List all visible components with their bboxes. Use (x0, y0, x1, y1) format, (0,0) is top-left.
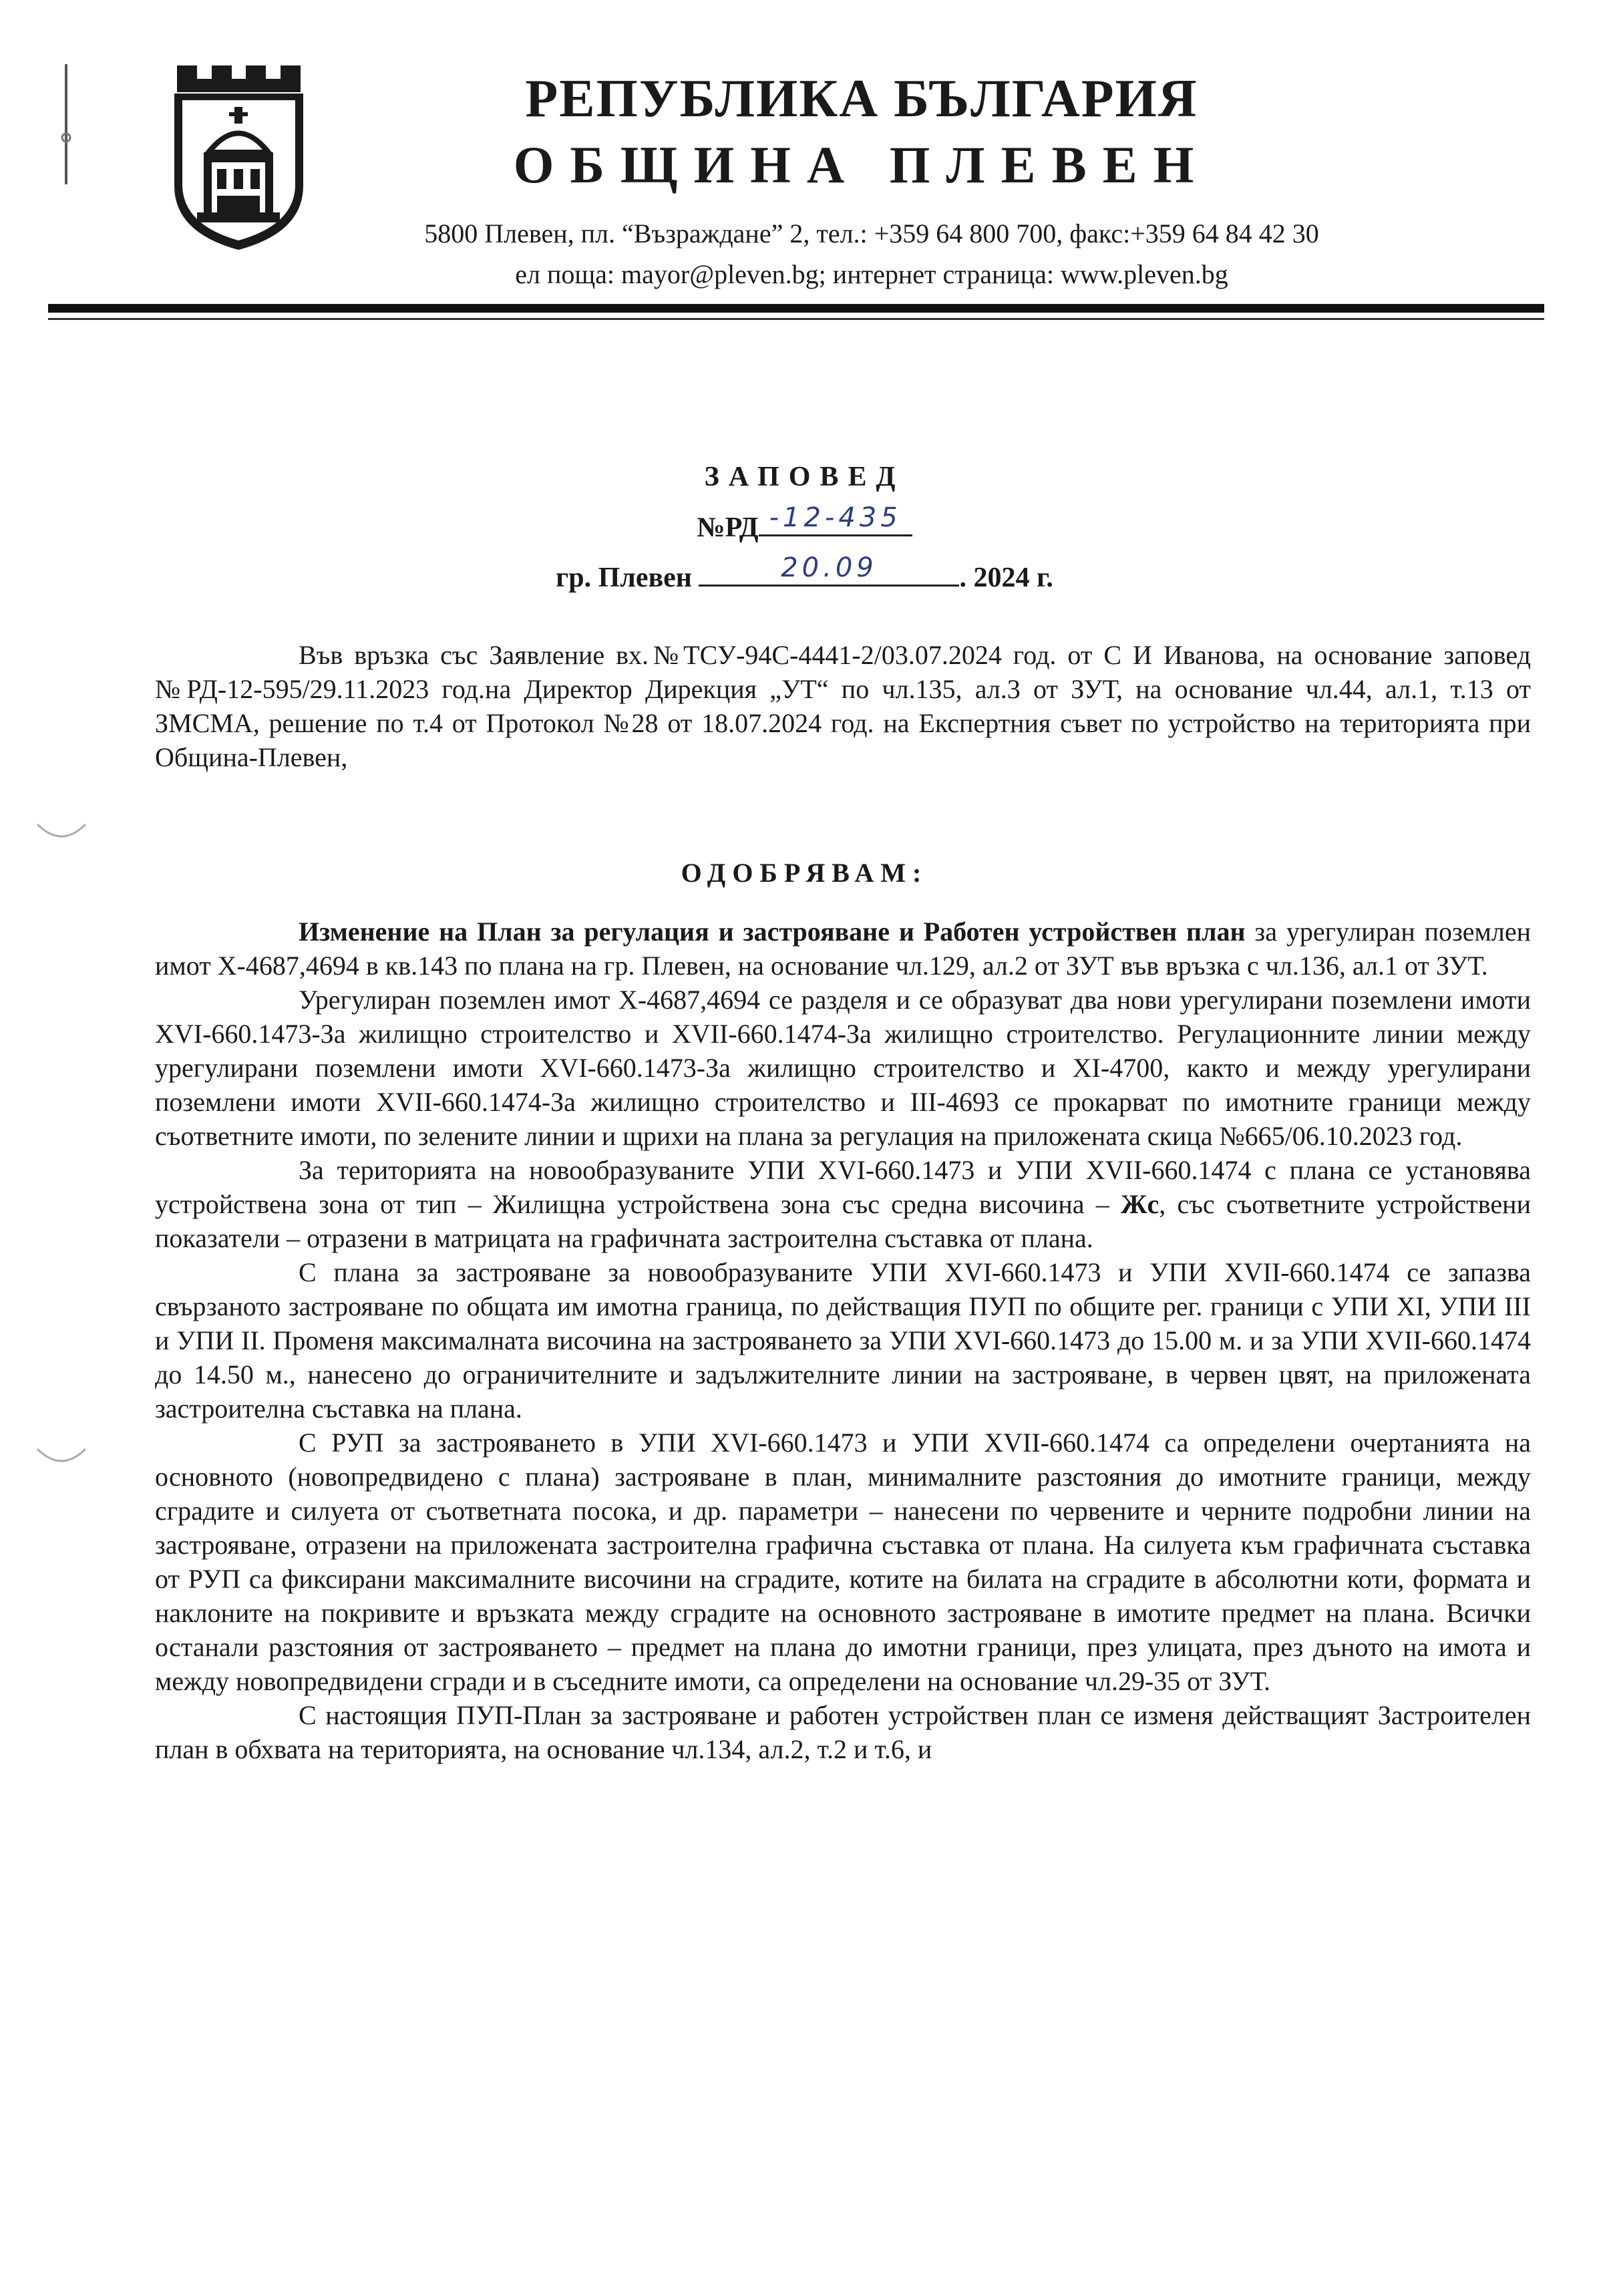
date-blank (699, 552, 959, 587)
paragraph-2: Урегулиран поземлен имот Х-4687,4694 се разделя и се образуват два нови урегулирани поземлени имоти XVI-660.1473-За жилищно строителство и XVII-660.1474-За жилищно строителство. Регулационните линии между урегулирани поземлени имоти XVI-660.1473-За жилищно строителство и XI-4700, както и между урегулирани поземлени имоти XVII-660.1474-За жилищно строителство и III-4693 се прокарват по имотните граници между съответните имоти, по зелените линии и щрихи на плана за регулация на приложената скица №665/06.10.2023 год. (155, 985, 1531, 1151)
order-title: ЗАПОВЕД (704, 462, 905, 492)
staple-mark (60, 64, 72, 184)
paragraph-1-text: за урегулиран поземлен имот Х-4687,4694 в кв.143 по плана на гр. Плевен, на основание чл.129, ал.2 от ЗУТ във връзка с чл.136, ал.1 от ЗУТ. (155, 917, 1531, 981)
paragraph-3 (155, 1153, 1531, 1255)
intro-text: Във връзка със Заявление вх.№ТСУ-94С-4441-2/03.07.2024 год. от С И Иванова, на основание заповед №РД-12-595/29.11.2023 год.на Директор Дирекция „УТ“ по чл.135, ал.3 от ЗУТ, на основание чл.44, ал.1, т.13 от ЗМСМА, решение по т.4 от Протокол №28 от 18.07.2024 год. на Експертния съвет по устройство на територията при Община-Плевен, (155, 640, 1531, 772)
header-divider (48, 304, 1544, 313)
paragraph-3-zone-code: Жс (1120, 1189, 1159, 1219)
year-label: . 2024 г. (959, 562, 1053, 593)
paragraph-6: С настоящия ПУП-План за застрояване и работен устройствен план се изменя действащият Застроителен план в обхвата на територията, на основание чл.134, ал.2, т.2 и т.6, и (155, 1700, 1531, 1764)
punch-hole-mark (35, 822, 88, 846)
paragraph-4: С плана за застрояване за новообразуваните УПИ XVI-660.1473 и УПИ XVII-660.1474 се запазва свързаното застрояване по общата им имотна граница, по действащия ПУП по общите рег. граници с УПИ XI, УПИ III и УПИ II. Променя максималната височина на застрояването за УПИ XVI-660.1473 до 15.00 м. и за УПИ XVII-660.1474 до 14.50 м., нанесено до ограничителните и задължителните линии на застрояване, в червен цвят, на приложената застроителна съставка на плана. (155, 1257, 1531, 1424)
paragraph-3-text-b: , със съответните устройствени показатели – отразени в матрицата на графичната застроителна съставка от плана. (155, 1189, 1531, 1253)
paragraph-1-bold: Изменение на План за регулация и застрояване и Работен устройствен план (299, 917, 1246, 947)
approve-heading: ОДОБРЯВАМ: (681, 858, 928, 888)
paragraph-1 (155, 915, 1531, 983)
order-number-blank (759, 502, 912, 536)
order-date (0, 552, 1609, 594)
address-line-2: ел поща: mayor@pleven.bg; интернет страница: www.pleven.bg (515, 259, 1228, 289)
intro-paragraph (155, 638, 1531, 774)
handwritten-order-number: -12-435 (769, 502, 902, 533)
pleven-crest-icon (170, 52, 307, 253)
order-body (155, 915, 1531, 1766)
paragraph-5: С РУП за застрояването в УПИ XVI-660.1473 и УПИ XVII-660.1474 са определени очертанията на основното (новопредвидено с плана) застрояване в план, минималните разстояния до имотните граници, между сградите и силуета от съответната посока, и др. параметри – нанесени по червените и черните подробни линии на застрояване, отразени на приложената застроителна графична съставка от плана. На силуета към графичната съставка от РУП са фиксирани максималните височини на сградите, котите на билата на сградите в абсолютни коти, формата и наклоните на покривите и връзката между сградите на основното застрояване в имотите предмет на плана. Всички останали разстояния от застрояването – предмет на плана до имотни граници, през улицата, през дъното на имота и между новопредвидени сгради и в съседните имоти, са определени на основание чл.29-35 от ЗУТ. (155, 1428, 1531, 1696)
country-title: РЕПУБЛИКА БЪЛГАРИЯ (525, 69, 1198, 128)
order-number-prefix: №РД (697, 512, 759, 543)
place-label: гр. Плевен (556, 562, 692, 593)
paragraph-3-text-a: За територията на новообразуваните УПИ XVI-660.1473 и УПИ XVII-660.1474 с плана се установява устройствена зона от тип – Жилищна устройствена зона със средна височина – (155, 1155, 1531, 1219)
address-line-1: 5800 Плевен, пл. “Възраждане” 2, тел.: +359 64 800 700, факс:+359 64 84 42 30 (424, 218, 1319, 249)
header-divider-thin (48, 318, 1544, 320)
handwritten-date: 20.09 (781, 552, 878, 583)
order-number (0, 502, 1609, 544)
punch-hole-mark (35, 1446, 88, 1470)
municipality-title: ОБЩИНА ПЛЕВЕН (513, 136, 1210, 194)
